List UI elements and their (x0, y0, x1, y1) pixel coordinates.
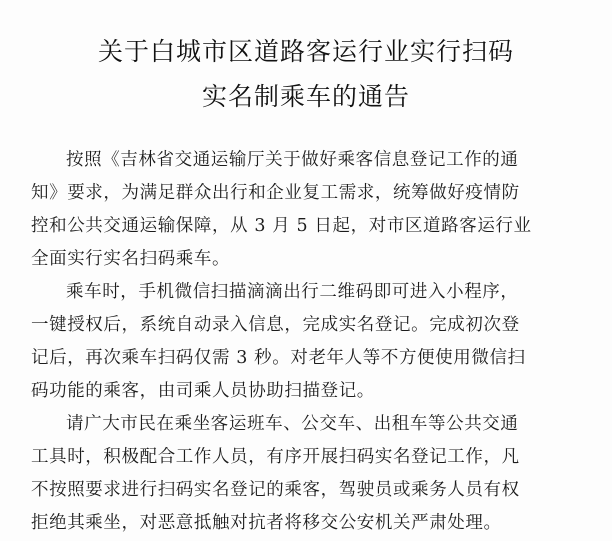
paragraph-1-line-4: 全面实行实名扫码乘车。 (31, 249, 231, 269)
document-title-line-2: 实名制乘车的通告 (201, 82, 410, 111)
paragraph-1-line-2: 知》要求，为满足群众出行和企业复工需求，统筹做好疫情防 (31, 183, 520, 203)
paragraph-1-line-3: 控和公共交通运输保障，从 3 月 5 日起，对市区道路客运行业 (31, 216, 532, 236)
paragraph-2-line-3: 记后，再次乘车扫码仅需 3 秒。对老年人等不方便使用微信扫 (31, 348, 526, 368)
paragraph-2-line-2: 一键授权后，系统自动录入信息，完成实名登记。完成初次登 (31, 315, 520, 335)
paragraph-2-line-1: 乘车时，手机微信扫描滴滴出行二维码即可进入小程序， (66, 282, 519, 302)
paragraph-1-line-1: 按照《吉林省交通运输厅关于做好乘客信息登记工作的通 (66, 150, 519, 170)
document-title-line-1: 关于白城市区道路客运行业实行扫码 (97, 37, 514, 66)
paragraph-2-line-4: 码功能的乘客，由司乘人员协助扫描登记。 (31, 381, 375, 401)
paragraph-3-line-1: 请广大市民在乘坐客运班车、公交车、出租车等公共交通 (66, 414, 519, 434)
paragraph-3-line-4: 拒绝其乘坐，对恶意抵触对抗者将移交公安机关严肃处理。 (31, 513, 502, 533)
paragraph-3-line-3: 不按照要求进行扫码实名登记的乘客，驾驶员或乘务人员有权 (31, 480, 520, 500)
paragraph-3-line-2: 工具时，积极配合工作人员，有序开展扫码实名登记工作，凡 (31, 447, 520, 467)
